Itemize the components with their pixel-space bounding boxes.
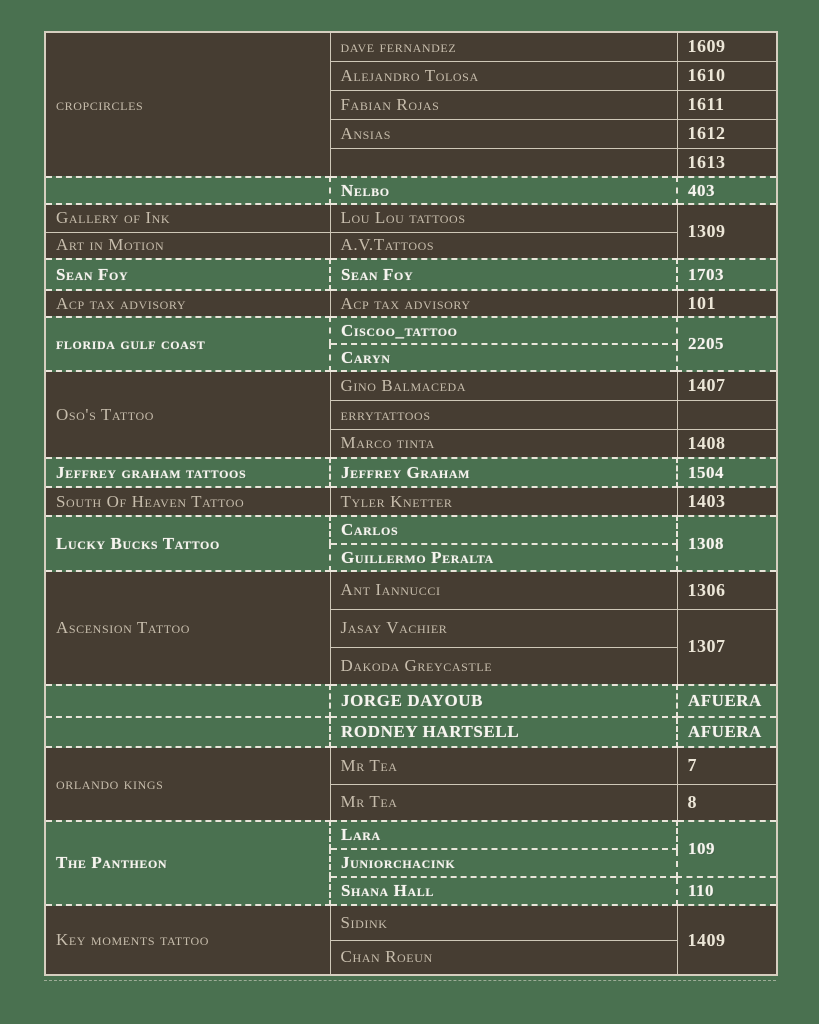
highlight-row [45, 821, 777, 849]
table-row [45, 204, 777, 232]
cell-booth: AFUERA [677, 717, 777, 747]
cell-booth: 2205 [677, 317, 777, 371]
cell-artist: Fabian Rojas [330, 90, 677, 119]
cell-artist [330, 148, 677, 177]
cell-booth: 1308 [677, 516, 777, 571]
cell-studio: South Of Heaven Tattoo [45, 487, 330, 516]
cell-artist: Jasay Vachier [330, 609, 677, 647]
cell-booth: 101 [677, 290, 777, 317]
cell-studio: Key moments tattoo [45, 905, 330, 975]
cell-artist: Ciscoo_tattoo [330, 317, 677, 344]
highlight-row [45, 516, 777, 544]
cell-artist: Sean Foy [330, 259, 677, 290]
cell-booth: AFUERA [677, 685, 777, 717]
vendor-roster-table-body [45, 32, 777, 975]
cell-artist: Carlos [330, 516, 677, 544]
cell-artist: Guillermo Peralta [330, 544, 677, 571]
cell-artist: Shana Hall [330, 877, 677, 905]
cell-studio: Acp tax advisory [45, 290, 330, 317]
cell-artist: Alejandro Tolosa [330, 61, 677, 90]
cell-artist: Lou Lou tattoos [330, 204, 677, 232]
table-row [45, 571, 777, 609]
cell-booth: 1609 [677, 32, 777, 61]
cell-booth: 1306 [677, 571, 777, 609]
table-row [45, 487, 777, 516]
highlight-row [45, 458, 777, 487]
cell-artist: Juniorchacink [330, 849, 677, 877]
cell-studio: Ascension Tattoo [45, 571, 330, 685]
cell-booth: 1612 [677, 119, 777, 148]
cell-booth: 1409 [677, 905, 777, 975]
cell-studio: cropcircles [45, 32, 330, 177]
cell-booth: 1408 [677, 429, 777, 458]
cell-artist: dave fernandez [330, 32, 677, 61]
cell-artist: Mr Tea [330, 784, 677, 821]
cell-artist: Jeffrey Graham [330, 458, 677, 487]
vendor-roster-table [44, 31, 778, 976]
cell-booth: 1309 [677, 204, 777, 259]
cell-artist: Marco tinta [330, 429, 677, 458]
cell-artist: Lara [330, 821, 677, 849]
cell-artist: A.V.Tattoos [330, 232, 677, 259]
cell-booth: 1307 [677, 609, 777, 685]
cell-booth: 109 [677, 821, 777, 877]
cell-artist: Tyler Knetter [330, 487, 677, 516]
cell-booth: 1610 [677, 61, 777, 90]
cell-studio: The Pantheon [45, 821, 330, 905]
cell-booth: 1407 [677, 371, 777, 400]
highlight-row [45, 259, 777, 290]
highlight-row [45, 685, 777, 717]
cell-studio: orlando kings [45, 747, 330, 821]
cell-booth [677, 400, 777, 429]
cell-studio: Gallery of Ink [45, 204, 330, 232]
cell-artist: RODNEY HARTSELL [330, 717, 677, 747]
cell-artist: Gino Balmaceda [330, 371, 677, 400]
highlight-row [45, 717, 777, 747]
table-row [45, 371, 777, 400]
cell-artist: JORGE DAYOUB [330, 685, 677, 717]
cell-booth: 1504 [677, 458, 777, 487]
cell-booth: 8 [677, 784, 777, 821]
cell-booth: 1403 [677, 487, 777, 516]
cell-artist: Ant Iannucci [330, 571, 677, 609]
cell-booth: 1613 [677, 148, 777, 177]
cell-studio [45, 685, 330, 717]
table-row [45, 232, 777, 259]
table-row [45, 747, 777, 784]
cell-artist: Sidink [330, 905, 677, 940]
cell-artist: Nelbo [330, 177, 677, 204]
cell-studio: Sean Foy [45, 259, 330, 290]
cell-artist: Chan Roeun [330, 940, 677, 975]
table-row [45, 905, 777, 940]
cell-artist: Acp tax advisory [330, 290, 677, 317]
cell-studio: Lucky Bucks Tattoo [45, 516, 330, 571]
cell-studio [45, 717, 330, 747]
cell-booth: 403 [677, 177, 777, 204]
cell-artist: Ansias [330, 119, 677, 148]
cell-artist: errytattoos [330, 400, 677, 429]
cell-artist: Caryn [330, 344, 677, 371]
cell-artist: Mr Tea [330, 747, 677, 784]
cell-studio: Jeffrey graham tattoos [45, 458, 330, 487]
table-row [45, 290, 777, 317]
highlight-row [45, 317, 777, 344]
cell-booth: 7 [677, 747, 777, 784]
cell-studio [45, 177, 330, 204]
cell-booth: 1611 [677, 90, 777, 119]
table-row [45, 32, 777, 61]
highlight-row [45, 177, 777, 204]
cell-studio: florida gulf coast [45, 317, 330, 371]
cell-studio: Oso's Tattoo [45, 371, 330, 458]
cell-studio: Art in Motion [45, 232, 330, 259]
cell-booth: 110 [677, 877, 777, 905]
cell-booth: 1703 [677, 259, 777, 290]
cell-artist: Dakoda Greycastle [330, 647, 677, 685]
